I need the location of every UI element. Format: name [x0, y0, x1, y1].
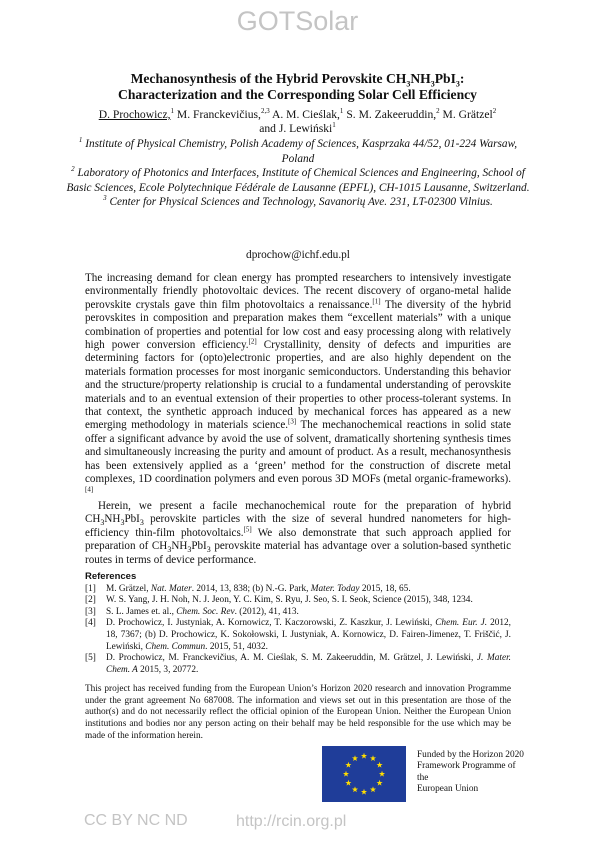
reference-item: [3] S. L. James et. al., Chem. Soc. Rev. (2012), 41, 413.: [85, 606, 299, 617]
author-name: M. Franckevičius,: [174, 108, 261, 121]
watermark-url: http://rcin.org.pl: [236, 813, 347, 830]
citation: [2]: [248, 337, 257, 346]
references-heading: References: [85, 571, 137, 582]
funding-statement: This project has received funding from the European Union’s Horizon 2020 research and innovation Programme under the grant agreement No 687008. The information and views set out in this presentation are those of the author(s) and do not necessarily reflect the official opinion of the European Union. Neither the European Union institutions and bodies nor any person acting on their behalf may be held responsible for the use which may be made of the information herein.: [85, 684, 511, 741]
eu-funding-note: Funded by the Horizon 2020 Framework Programme of the European Union: [417, 750, 524, 794]
affiliation: $^1$ Institute of Physical Chemistry, Polish Academy of Sciences, Kasprzaka 44/52, 01-224 Warsaw, Poland: [78, 136, 518, 165]
paragraph: The increasing demand for clean energy has prompted researchers to intensively investigate environmentally friendly photovoltaic devices. The recent discovery of organo-metal halide perovskite crystals gave thin film photovoltaics a renaissance.[1] The diversity of the hybrid perovskites in composition and preparation makes them “excellent materials” with a unique combination of properties and potential for low cost and easy processing along with relatively high power conversion efficiency.[2] Crystallinity, density of defects and impurities are determining factors for (opto)electronic properties, and are also highly dependent on the materials formation processes for most inorganic semiconductors. Understanding this behavior and the structure/property relationship is crucial to a fundamental understanding of perovskite materials and to an eventual extension of their properties to other process-tolerant systems. In that context, the synthetic approach induced by mechanical forces has appeared as a new emerging methodology in materials science.[3] The mechanochemical reactions in solid state offer a significant advance by avoid the use of solvent, dramatically shortening synthesis times and simultaneously increasing the purity and amount of product. As a result, mechanosynthesis has been extensively applied as a ‘green’ method for the construction of discrete metal complexes, 1D coordination polymers and even porous 3D MOFs (metal organic-frameworks).[4]: [85, 272, 512, 493]
paper-title: [60, 71, 535, 103]
title-line2: Characterization and the Corresponding Solar Cell Efficiency: [118, 87, 477, 102]
author-name: S. M. Zakeeruddin,: [343, 108, 437, 121]
citation: [1]: [372, 297, 381, 306]
author-name: and J. Lewiński: [259, 122, 333, 135]
citation: [4]: [85, 484, 94, 493]
reference-item: [2] W. S. Yang, J. H. Noh, N. J. Jeon, Y. C. Kim, S. Ryu, J. Seo, S. I. Seok, Science (2015), 348, 1234.: [85, 595, 473, 606]
affiliation: $^3$ Center for Physical Sciences and Technology, Savanorių Ave. 231, LT-02300 Vilnius.: [103, 194, 493, 209]
title-line1: Mechanosynthesis of the Hybrid Perovskite $CH_3NH_3PbI_3$:: [130, 71, 465, 89]
watermark-license: CC BY NC ND: [84, 812, 188, 829]
author-email: dprochow@ichf.edu.pl: [246, 249, 350, 261]
author-name: D. Prochowicz,: [98, 108, 171, 121]
reference-item: [4] D. Prochowicz, I. Justyniak, A. Kornowicz, T. Kaczorowski, Z. Kaszkur, J. Lewiński, Chem. Eur. J. 2012, 18, 7367; (b) D. Prochowicz, K. Sokołowski, I. Justyniak, A. Kornowicz, D. Fairen-Jimenez, T. Friščić, J. Lewiński, Chem. Commun. 2015, 51, 4032.: [85, 618, 512, 652]
affiliation: $^2$ Laboratory of Photonics and Interfaces, Institute of Chemical Sciences and Engineering, School of Basic Sciences, Ecole Polytechnique Fédérale de Lausanne (EPFL), CH-1015 Lausanne, Switzerland.: [66, 165, 530, 194]
affiliations: [64, 137, 532, 210]
author-name: A. M. Cieślak,: [269, 108, 340, 121]
citation: [3]: [288, 417, 297, 426]
author-name: M. Grätzel: [439, 108, 493, 121]
eu-flag-icon: [322, 746, 406, 802]
references-section: [85, 571, 511, 676]
paragraph: Herein, we present a facile mechanochemical route for the preparation of hybrid $CH_3NH_3PbI_3$ perovskite particles with the size of several hundred nanometers for high-efficiency thin-film photovoltaics.[5] We also demonstrate that such approach applied for preparation of $CH_3NH_3PbI_3$ perovskite material has advantage over a solution-based synthetic routes in terms of device performance.: [85, 499, 512, 566]
reference-item: [1] M. Grätzel, Nat. Mater. 2014, 13, 838; (b) N.-G. Park, Mater. Today 2015, 18, 65.: [85, 583, 411, 594]
author-list: D. Prochowicz,$^1$ M. Franckevičius,$^{2,3}$ A. M. Cieślak,$^1$ S. M. Zakeeruddin,$^2$ M. Grätzel$^2$ and J. Lewiński$^1$: [98, 107, 497, 135]
watermark-gotsolar: GOTSolar: [236, 6, 359, 36]
reference-item: [5] D. Prochowicz, M. Franckevičius, A. M. Cieślak, S. M. Zakeeruddin, M. Grätzel, J. Lewiński, J. Mater. Chem. A 2015, 3, 20772.: [85, 653, 511, 675]
abstract-body: [85, 272, 511, 567]
citation: [5]: [243, 525, 252, 534]
